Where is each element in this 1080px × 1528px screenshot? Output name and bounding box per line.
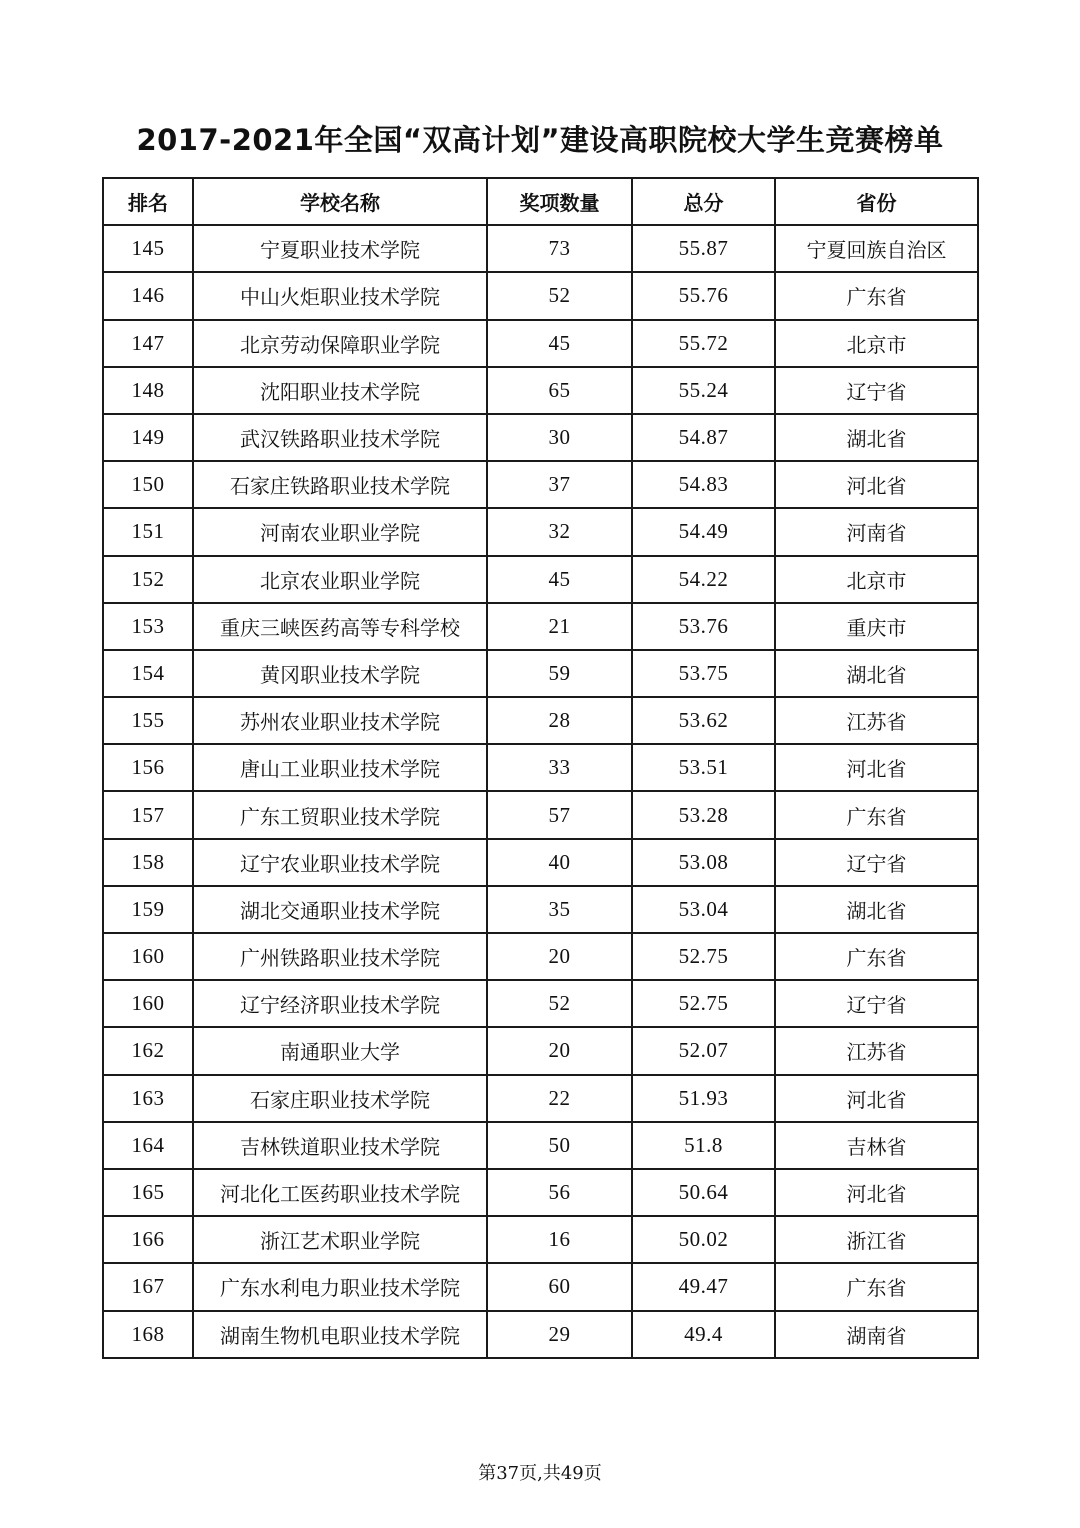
school-name-cell: 吉林铁道职业技术学院 — [193, 1122, 487, 1169]
total-score-cell: 53.62 — [632, 697, 775, 744]
province-cell: 河北省 — [775, 1169, 978, 1216]
total-score-cell: 54.49 — [632, 508, 775, 555]
award-count-cell: 29 — [487, 1311, 632, 1358]
award-count-cell: 21 — [487, 603, 632, 650]
award-count-cell: 59 — [487, 650, 632, 697]
rank-cell: 160 — [103, 933, 193, 980]
school-name-cell: 黄冈职业技术学院 — [193, 650, 487, 697]
table-row — [103, 461, 978, 508]
table-row — [103, 367, 978, 414]
award-count-cell: 45 — [487, 320, 632, 367]
total-score-cell: 54.83 — [632, 461, 775, 508]
table-header-row — [103, 178, 978, 225]
table-row — [103, 650, 978, 697]
school-name-cell: 北京劳动保障职业学院 — [193, 320, 487, 367]
total-score-cell: 50.64 — [632, 1169, 775, 1216]
award-count-cell: 60 — [487, 1263, 632, 1310]
total-score-cell: 53.75 — [632, 650, 775, 697]
total-score-cell: 50.02 — [632, 1216, 775, 1263]
award-count-cell: 20 — [487, 1027, 632, 1074]
province-cell: 辽宁省 — [775, 839, 978, 886]
table-row — [103, 320, 978, 367]
award-count-cell: 45 — [487, 556, 632, 603]
province-cell: 重庆市 — [775, 603, 978, 650]
total-score-cell: 52.75 — [632, 980, 775, 1027]
rank-cell: 164 — [103, 1122, 193, 1169]
school-name-cell: 广东水利电力职业技术学院 — [193, 1263, 487, 1310]
rank-cell: 160 — [103, 980, 193, 1027]
school-name-cell: 河南农业职业学院 — [193, 508, 487, 555]
province-cell: 辽宁省 — [775, 980, 978, 1027]
rank-cell: 151 — [103, 508, 193, 555]
province-cell: 河北省 — [775, 744, 978, 791]
table-row — [103, 1169, 978, 1216]
award-count-cell: 22 — [487, 1075, 632, 1122]
province-cell: 广东省 — [775, 272, 978, 319]
total-score-cell: 53.51 — [632, 744, 775, 791]
rank-cell: 150 — [103, 461, 193, 508]
table-row — [103, 744, 978, 791]
total-score-cell: 49.4 — [632, 1311, 775, 1358]
rank-cell: 148 — [103, 367, 193, 414]
total-score-cell: 53.28 — [632, 791, 775, 838]
rank-cell: 165 — [103, 1169, 193, 1216]
school-name-cell: 湖南生物机电职业技术学院 — [193, 1311, 487, 1358]
award-count-cell: 52 — [487, 272, 632, 319]
rank-cell: 159 — [103, 886, 193, 933]
school-name-cell: 辽宁农业职业技术学院 — [193, 839, 487, 886]
table-row — [103, 1311, 978, 1358]
award-count-cell: 20 — [487, 933, 632, 980]
ranking-table — [102, 177, 979, 1359]
province-cell: 北京市 — [775, 556, 978, 603]
total-score-cell: 55.72 — [632, 320, 775, 367]
school-name-cell: 南通职业大学 — [193, 1027, 487, 1074]
rank-cell: 149 — [103, 414, 193, 461]
award-count-cell: 35 — [487, 886, 632, 933]
total-score-cell: 49.47 — [632, 1263, 775, 1310]
table-row — [103, 839, 978, 886]
province-cell: 辽宁省 — [775, 367, 978, 414]
school-name-cell: 辽宁经济职业技术学院 — [193, 980, 487, 1027]
province-cell: 浙江省 — [775, 1216, 978, 1263]
school-name-cell: 石家庄职业技术学院 — [193, 1075, 487, 1122]
award-count-cell: 40 — [487, 839, 632, 886]
total-score-cell: 53.08 — [632, 839, 775, 886]
school-name-cell: 北京农业职业学院 — [193, 556, 487, 603]
school-name-cell: 中山火炬职业技术学院 — [193, 272, 487, 319]
award-count-cell: 28 — [487, 697, 632, 744]
table-row — [103, 791, 978, 838]
province-cell: 广东省 — [775, 1263, 978, 1310]
total-score-cell: 51.8 — [632, 1122, 775, 1169]
province-cell: 江苏省 — [775, 1027, 978, 1074]
total-score-cell: 54.87 — [632, 414, 775, 461]
province-cell: 江苏省 — [775, 697, 978, 744]
table-row — [103, 980, 978, 1027]
table-row — [103, 603, 978, 650]
table-row — [103, 933, 978, 980]
school-name-cell: 唐山工业职业技术学院 — [193, 744, 487, 791]
school-name-cell: 宁夏职业技术学院 — [193, 225, 487, 272]
award-count-cell: 16 — [487, 1216, 632, 1263]
province-cell: 宁夏回族自治区 — [775, 225, 978, 272]
total-score-cell: 51.93 — [632, 1075, 775, 1122]
award-count-cell: 50 — [487, 1122, 632, 1169]
province-cell: 吉林省 — [775, 1122, 978, 1169]
table-row — [103, 886, 978, 933]
total-score-cell: 55.87 — [632, 225, 775, 272]
table-row — [103, 1263, 978, 1310]
rank-cell: 168 — [103, 1311, 193, 1358]
table-row — [103, 414, 978, 461]
school-name-cell: 沈阳职业技术学院 — [193, 367, 487, 414]
province-cell: 湖北省 — [775, 886, 978, 933]
rank-cell: 152 — [103, 556, 193, 603]
province-cell: 湖南省 — [775, 1311, 978, 1358]
province-cell: 广东省 — [775, 791, 978, 838]
table-row — [103, 508, 978, 555]
province-cell: 河北省 — [775, 461, 978, 508]
rank-cell: 155 — [103, 697, 193, 744]
province-cell: 河南省 — [775, 508, 978, 555]
award-count-cell: 32 — [487, 508, 632, 555]
school-name-cell: 湖北交通职业技术学院 — [193, 886, 487, 933]
rank-cell: 162 — [103, 1027, 193, 1074]
page-title: 2017-2021年全国“双高计划”建设高职院校大学生竞赛榜单 — [136, 123, 944, 157]
school-name-cell: 广州铁路职业技术学院 — [193, 933, 487, 980]
award-count-cell: 56 — [487, 1169, 632, 1216]
rank-cell: 163 — [103, 1075, 193, 1122]
rank-cell: 145 — [103, 225, 193, 272]
award-count-cell: 52 — [487, 980, 632, 1027]
province-cell: 湖北省 — [775, 650, 978, 697]
table-row — [103, 1122, 978, 1169]
rank-cell: 157 — [103, 791, 193, 838]
rank-cell: 154 — [103, 650, 193, 697]
award-count-cell: 65 — [487, 367, 632, 414]
total-score-cell: 53.76 — [632, 603, 775, 650]
header-school-name: 学校名称 — [193, 178, 487, 225]
table-row — [103, 1075, 978, 1122]
rank-cell: 158 — [103, 839, 193, 886]
province-cell: 湖北省 — [775, 414, 978, 461]
table-row — [103, 556, 978, 603]
school-name-cell: 重庆三峡医药高等专科学校 — [193, 603, 487, 650]
province-cell: 河北省 — [775, 1075, 978, 1122]
province-cell: 广东省 — [775, 933, 978, 980]
total-score-cell: 52.75 — [632, 933, 775, 980]
table-row — [103, 697, 978, 744]
total-score-cell: 55.24 — [632, 367, 775, 414]
header-total-score: 总分 — [632, 178, 775, 225]
page-number-footer: 第37页,共49页 — [478, 1463, 602, 1484]
total-score-cell: 52.07 — [632, 1027, 775, 1074]
award-count-cell: 37 — [487, 461, 632, 508]
school-name-cell: 武汉铁路职业技术学院 — [193, 414, 487, 461]
award-count-cell: 57 — [487, 791, 632, 838]
header-award-count: 奖项数量 — [487, 178, 632, 225]
rank-cell: 166 — [103, 1216, 193, 1263]
rank-cell: 156 — [103, 744, 193, 791]
province-cell: 北京市 — [775, 320, 978, 367]
rank-cell: 153 — [103, 603, 193, 650]
table-row — [103, 272, 978, 319]
school-name-cell: 河北化工医药职业技术学院 — [193, 1169, 487, 1216]
school-name-cell: 浙江艺术职业学院 — [193, 1216, 487, 1263]
total-score-cell: 54.22 — [632, 556, 775, 603]
header-rank: 排名 — [103, 178, 193, 225]
total-score-cell: 55.76 — [632, 272, 775, 319]
table-row — [103, 1216, 978, 1263]
rank-cell: 146 — [103, 272, 193, 319]
total-score-cell: 53.04 — [632, 886, 775, 933]
rank-cell: 147 — [103, 320, 193, 367]
table-row — [103, 1027, 978, 1074]
school-name-cell: 广东工贸职业技术学院 — [193, 791, 487, 838]
school-name-cell: 石家庄铁路职业技术学院 — [193, 461, 487, 508]
school-name-cell: 苏州农业职业技术学院 — [193, 697, 487, 744]
award-count-cell: 30 — [487, 414, 632, 461]
table-row — [103, 225, 978, 272]
rank-cell: 167 — [103, 1263, 193, 1310]
header-province: 省份 — [775, 178, 978, 225]
award-count-cell: 73 — [487, 225, 632, 272]
award-count-cell: 33 — [487, 744, 632, 791]
